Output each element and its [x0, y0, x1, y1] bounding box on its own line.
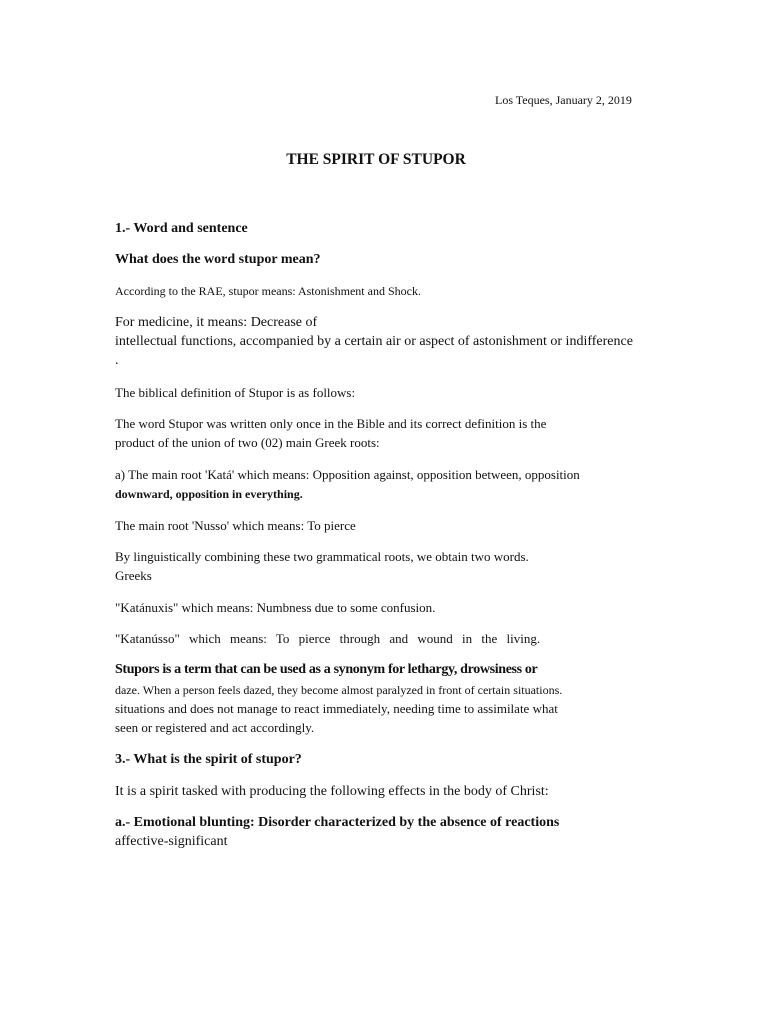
paragraph-linguistic-line1: By linguistically combining these two grammatical roots, we obtain two words.	[115, 549, 529, 564]
section-heading-spirit-of-stupor: 3.- What is the spirit of stupor?	[115, 752, 302, 767]
paragraph-word-line2: product of the union of two (02) main Greek roots:	[115, 435, 380, 450]
paragraph-kata-line2: downward, opposition in everything.	[115, 487, 303, 501]
paragraph-medicine-line1: For medicine, it means: Decrease of	[115, 315, 318, 330]
paragraph-biblical: The biblical definition of Stupor is as follows:	[115, 385, 356, 400]
paragraph-stupors-line3: situations and does not manage to react immediately, needing time to assimilate what	[115, 701, 558, 716]
paragraph-medicine-line3: .	[115, 353, 119, 368]
paragraph-katanusso: "Katanússo" which means: To pierce through and wound in the living.	[115, 631, 541, 646]
paragraph-medicine-line2: intellectual functions, accompanied by a certain air or aspect of astonishment or indifference	[115, 334, 633, 349]
paragraph-nusso: The main root 'Nusso' which means: To pierce	[115, 518, 356, 533]
paragraph-stupors-line1: Stupors is a term that can be used as a synonym for lethargy, drowsiness or	[115, 662, 538, 677]
paragraph-katanuxis: "Katánuxis" which means: Numbness due to some confusion.	[115, 600, 436, 615]
paragraph-spirit: It is a spirit tasked with producing the following effects in the body of Christ:	[115, 784, 549, 799]
section-heading-word-and-sentence: 1.- Word and sentence	[115, 221, 248, 236]
document-date: Los Teques, January 2, 2019	[495, 93, 632, 107]
question-heading: What does the word stupor mean?	[115, 252, 321, 267]
paragraph-stupors-line2: daze. When a person feels dazed, they become almost paralyzed in front of certain situations.	[115, 683, 563, 697]
paragraph-emotional-blunting-line1: a.- Emotional blunting: Disorder characterized by the absence of reactions	[115, 815, 560, 830]
paragraph-stupors-line4: seen or registered and act accordingly.	[115, 720, 315, 735]
paragraph-kata-line1: a) The main root 'Katá' which means: Opposition against, opposition between, opposition	[115, 467, 580, 482]
paragraph-emotional-blunting-line2: affective-significant	[115, 834, 228, 849]
paragraph-word-line1: The word Stupor was written only once in the Bible and its correct definition is the	[115, 416, 547, 431]
paragraph-rae: According to the RAE, stupor means: Astonishment and Shock.	[115, 284, 421, 298]
document-title: THE SPIRIT OF STUPOR	[286, 151, 466, 168]
paragraph-linguistic-line2: Greeks	[115, 568, 152, 583]
